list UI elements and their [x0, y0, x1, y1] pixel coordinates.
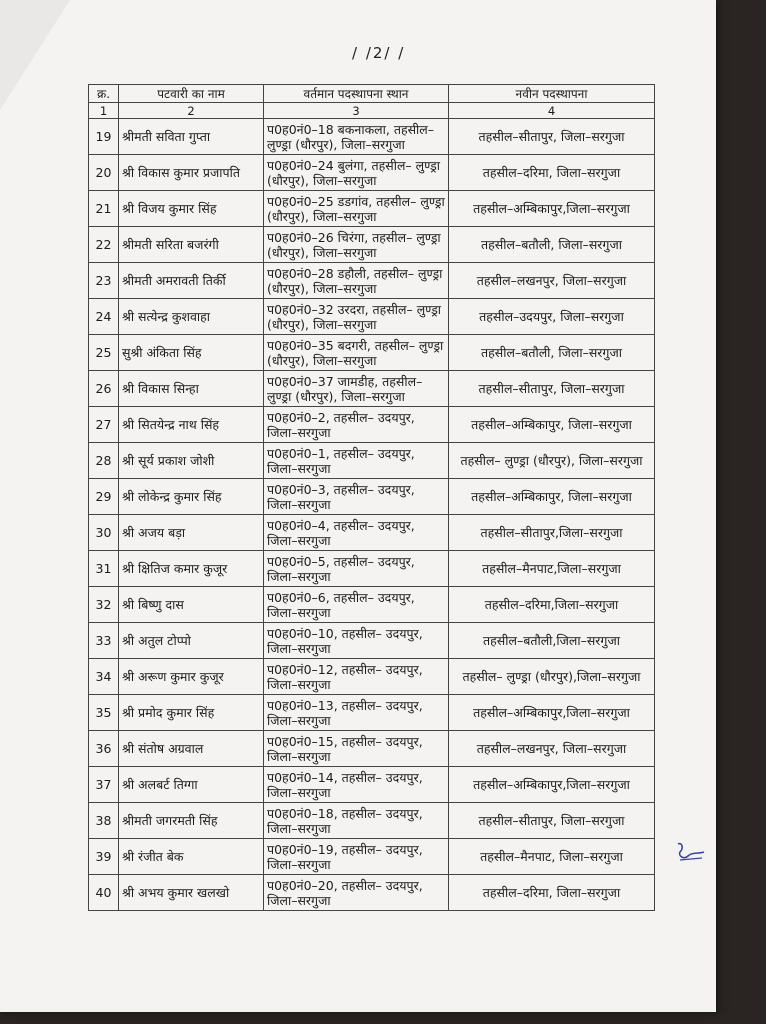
- header-serial: क्र.: [89, 85, 119, 103]
- column-number-row: [89, 103, 655, 119]
- serial-cell: 27: [89, 407, 119, 443]
- table-row: [89, 623, 655, 659]
- new-posting-cell: तहसील–दरिमा, जिला–सरगुजा: [449, 155, 655, 191]
- current-posting-cell: प0ह0नं0–4, तहसील– उदयपुर, जिला–सरगुजा: [264, 515, 449, 551]
- current-posting-cell: प0ह0नं0–20, तहसील– उदयपुर, जिला–सरगुजा: [264, 875, 449, 911]
- table-row: [89, 659, 655, 695]
- patwari-name-cell: श्री विकास कुमार प्रजापति: [119, 155, 264, 191]
- current-posting-cell: प0ह0नं0–26 चिरंगा, तहसील– लुण्ड्रा (धौरपुर), जिला–सरगुजा: [264, 227, 449, 263]
- serial-cell: 31: [89, 551, 119, 587]
- patwari-name-cell: श्रीमती सरिता बजरंगी: [119, 227, 264, 263]
- table-row: [89, 371, 655, 407]
- serial-cell: 22: [89, 227, 119, 263]
- serial-cell: 20: [89, 155, 119, 191]
- new-posting-cell: तहसील–अम्बिकापुर, जिला–सरगुजा: [449, 479, 655, 515]
- new-posting-cell: तहसील–दरिमा,जिला–सरगुजा: [449, 587, 655, 623]
- current-posting-cell: प0ह0नं0–18, तहसील– उदयपुर, जिला–सरगुजा: [264, 803, 449, 839]
- new-posting-cell: तहसील–अम्बिकापुर, जिला–सरगुजा: [449, 407, 655, 443]
- new-posting-cell: तहसील–बतौली,जिला–सरगुजा: [449, 623, 655, 659]
- table-row: [89, 767, 655, 803]
- current-posting-cell: प0ह0नं0–28 डहौली, तहसील– लुण्ड्रा (धौरपुर), जिला–सरगुजा: [264, 263, 449, 299]
- table-row: [89, 479, 655, 515]
- serial-cell: 35: [89, 695, 119, 731]
- new-posting-cell: तहसील– लुण्ड्रा (धौरपुर),जिला–सरगुजा: [449, 659, 655, 695]
- patwari-name-cell: श्री संतोष अग्रवाल: [119, 731, 264, 767]
- patwari-name-cell: श्रीमती सविता गुप्ता: [119, 119, 264, 155]
- table-row: [89, 227, 655, 263]
- current-posting-cell: प0ह0नं0–5, तहसील– उदयपुर, जिला–सरगुजा: [264, 551, 449, 587]
- patwari-name-cell: श्रीमती अमरावती तिर्की: [119, 263, 264, 299]
- table-row: [89, 335, 655, 371]
- current-posting-cell: प0ह0नं0–10, तहसील– उदयपुर, जिला–सरगुजा: [264, 623, 449, 659]
- table-row: [89, 839, 655, 875]
- patwari-name-cell: श्री रंजीत बेक: [119, 839, 264, 875]
- patwari-name-cell: श्री सितयेन्द्र नाथ सिंह: [119, 407, 264, 443]
- current-posting-cell: प0ह0नं0–32 उरदरा, तहसील– लुण्ड्रा (धौरपुर), जिला–सरगुजा: [264, 299, 449, 335]
- serial-cell: 38: [89, 803, 119, 839]
- serial-cell: 36: [89, 731, 119, 767]
- new-posting-cell: तहसील–लखनपुर, जिला–सरगुजा: [449, 263, 655, 299]
- table-row: [89, 443, 655, 479]
- current-posting-cell: प0ह0नं0–37 जामडीह, तहसील– लुण्ड्रा (धौरपुर), जिला–सरगुजा: [264, 371, 449, 407]
- current-posting-cell: प0ह0नं0–12, तहसील– उदयपुर, जिला–सरगुजा: [264, 659, 449, 695]
- serial-cell: 24: [89, 299, 119, 335]
- page-number: / /2/ /: [352, 44, 406, 62]
- serial-cell: 26: [89, 371, 119, 407]
- patwari-name-cell: श्री सत्येन्द्र कुशवाहा: [119, 299, 264, 335]
- patwari-name-cell: श्री लोकेन्द्र कुमार सिंह: [119, 479, 264, 515]
- table-row: [89, 587, 655, 623]
- new-posting-cell: तहसील–अम्बिकापुर,जिला–सरगुजा: [449, 695, 655, 731]
- new-posting-cell: तहसील–मैनपाट,जिला–सरगुजा: [449, 551, 655, 587]
- new-posting-cell: तहसील–मैनपाट, जिला–सरगुजा: [449, 839, 655, 875]
- current-posting-cell: प0ह0नं0–24 बुलंगा, तहसील– लुण्ड्रा (धौरपुर), जिला–सरगुजा: [264, 155, 449, 191]
- table-row: [89, 263, 655, 299]
- current-posting-cell: प0ह0नं0–18 बकनाकला, तहसील– लुण्ड्रा (धौरपुर), जिला–सरगुजा: [264, 119, 449, 155]
- current-posting-cell: प0ह0नं0–1, तहसील– उदयपुर, जिला–सरगुजा: [264, 443, 449, 479]
- serial-cell: 34: [89, 659, 119, 695]
- table-body: [89, 119, 655, 911]
- new-posting-cell: तहसील–बतौली, जिला–सरगुजा: [449, 335, 655, 371]
- column-number: 3: [264, 103, 449, 119]
- serial-cell: 25: [89, 335, 119, 371]
- header-new-posting: नवीन पदस्थापना: [449, 85, 655, 103]
- table-row: [89, 731, 655, 767]
- serial-cell: 29: [89, 479, 119, 515]
- new-posting-cell: तहसील–सीतापुर, जिला–सरगुजा: [449, 119, 655, 155]
- new-posting-cell: तहसील–अम्बिकापुर,जिला–सरगुजा: [449, 767, 655, 803]
- current-posting-cell: प0ह0नं0–25 डडगांव, तहसील– लुण्ड्रा (धौरपुर), जिला–सरगुजा: [264, 191, 449, 227]
- new-posting-cell: तहसील– लुण्ड्रा (धौरपुर), जिला–सरगुजा: [449, 443, 655, 479]
- patwari-name-cell: श्री अरूण कुमार कुजूर: [119, 659, 264, 695]
- new-posting-cell: तहसील–दरिमा, जिला–सरगुजा: [449, 875, 655, 911]
- current-posting-cell: प0ह0नं0–19, तहसील– उदयपुर, जिला–सरगुजा: [264, 839, 449, 875]
- patwari-name-cell: श्री अतुल टोप्पो: [119, 623, 264, 659]
- serial-cell: 40: [89, 875, 119, 911]
- patwari-name-cell: श्री विजय कुमार सिंह: [119, 191, 264, 227]
- patwari-name-cell: श्री बिष्णु दास: [119, 587, 264, 623]
- serial-cell: 30: [89, 515, 119, 551]
- table-row: [89, 155, 655, 191]
- table-row: [89, 515, 655, 551]
- new-posting-cell: तहसील–अम्बिकापुर,जिला–सरगुजा: [449, 191, 655, 227]
- current-posting-cell: प0ह0नं0–2, तहसील– उदयपुर, जिला–सरगुजा: [264, 407, 449, 443]
- current-posting-cell: प0ह0नं0–15, तहसील– उदयपुर, जिला–सरगुजा: [264, 731, 449, 767]
- serial-cell: 32: [89, 587, 119, 623]
- table-row: [89, 695, 655, 731]
- new-posting-cell: तहसील–लखनपुर, जिला–सरगुजा: [449, 731, 655, 767]
- patwari-name-cell: श्री विकास सिन्हा: [119, 371, 264, 407]
- serial-cell: 28: [89, 443, 119, 479]
- serial-cell: 19: [89, 119, 119, 155]
- column-number: 1: [89, 103, 119, 119]
- patwari-name-cell: सुश्री अंकिता सिंह: [119, 335, 264, 371]
- column-number: 2: [119, 103, 264, 119]
- table-header-row: [89, 85, 655, 103]
- patwari-name-cell: श्री अजय बड़ा: [119, 515, 264, 551]
- patwari-name-cell: श्री क्षितिज कमार कुजूर: [119, 551, 264, 587]
- current-posting-cell: प0ह0नं0–35 बदगरी, तहसील– लुण्ड्रा (धौरपुर), जिला–सरगुजा: [264, 335, 449, 371]
- new-posting-cell: तहसील–बतौली, जिला–सरगुजा: [449, 227, 655, 263]
- table-row: [89, 191, 655, 227]
- patwari-name-cell: श्री सूर्य प्रकाश जोशी: [119, 443, 264, 479]
- serial-cell: 23: [89, 263, 119, 299]
- serial-cell: 33: [89, 623, 119, 659]
- header-current-posting: वर्तमान पदस्थापना स्थान: [264, 85, 449, 103]
- transfer-table: [88, 84, 655, 911]
- table-row: [89, 119, 655, 155]
- initials-signature: [672, 838, 710, 866]
- patwari-name-cell: श्री प्रमोद कुमार सिंह: [119, 695, 264, 731]
- current-posting-cell: प0ह0नं0–3, तहसील– उदयपुर, जिला–सरगुजा: [264, 479, 449, 515]
- table-row: [89, 407, 655, 443]
- serial-cell: 37: [89, 767, 119, 803]
- serial-cell: 21: [89, 191, 119, 227]
- table-row: [89, 875, 655, 911]
- column-number: 4: [449, 103, 655, 119]
- current-posting-cell: प0ह0नं0–13, तहसील– उदयपुर, जिला–सरगुजा: [264, 695, 449, 731]
- current-posting-cell: प0ह0नं0–14, तहसील– उदयपुर, जिला–सरगुजा: [264, 767, 449, 803]
- patwari-name-cell: श्रीमती जगरमती सिंह: [119, 803, 264, 839]
- new-posting-cell: तहसील–सीतापुर, जिला–सरगुजा: [449, 803, 655, 839]
- patwari-name-cell: श्री अलबर्ट तिग्गा: [119, 767, 264, 803]
- table-row: [89, 803, 655, 839]
- patwari-name-cell: श्री अभय कुमार खलखो: [119, 875, 264, 911]
- serial-cell: 39: [89, 839, 119, 875]
- table-row: [89, 299, 655, 335]
- page-fold: [0, 0, 70, 110]
- header-patwari-name: पटवारी का नाम: [119, 85, 264, 103]
- new-posting-cell: तहसील–उदयपुर, जिला–सरगुजा: [449, 299, 655, 335]
- table-row: [89, 551, 655, 587]
- new-posting-cell: तहसील–सीतापुर,जिला–सरगुजा: [449, 515, 655, 551]
- new-posting-cell: तहसील–सीतापुर, जिला–सरगुजा: [449, 371, 655, 407]
- current-posting-cell: प0ह0नं0–6, तहसील– उदयपुर, जिला–सरगुजा: [264, 587, 449, 623]
